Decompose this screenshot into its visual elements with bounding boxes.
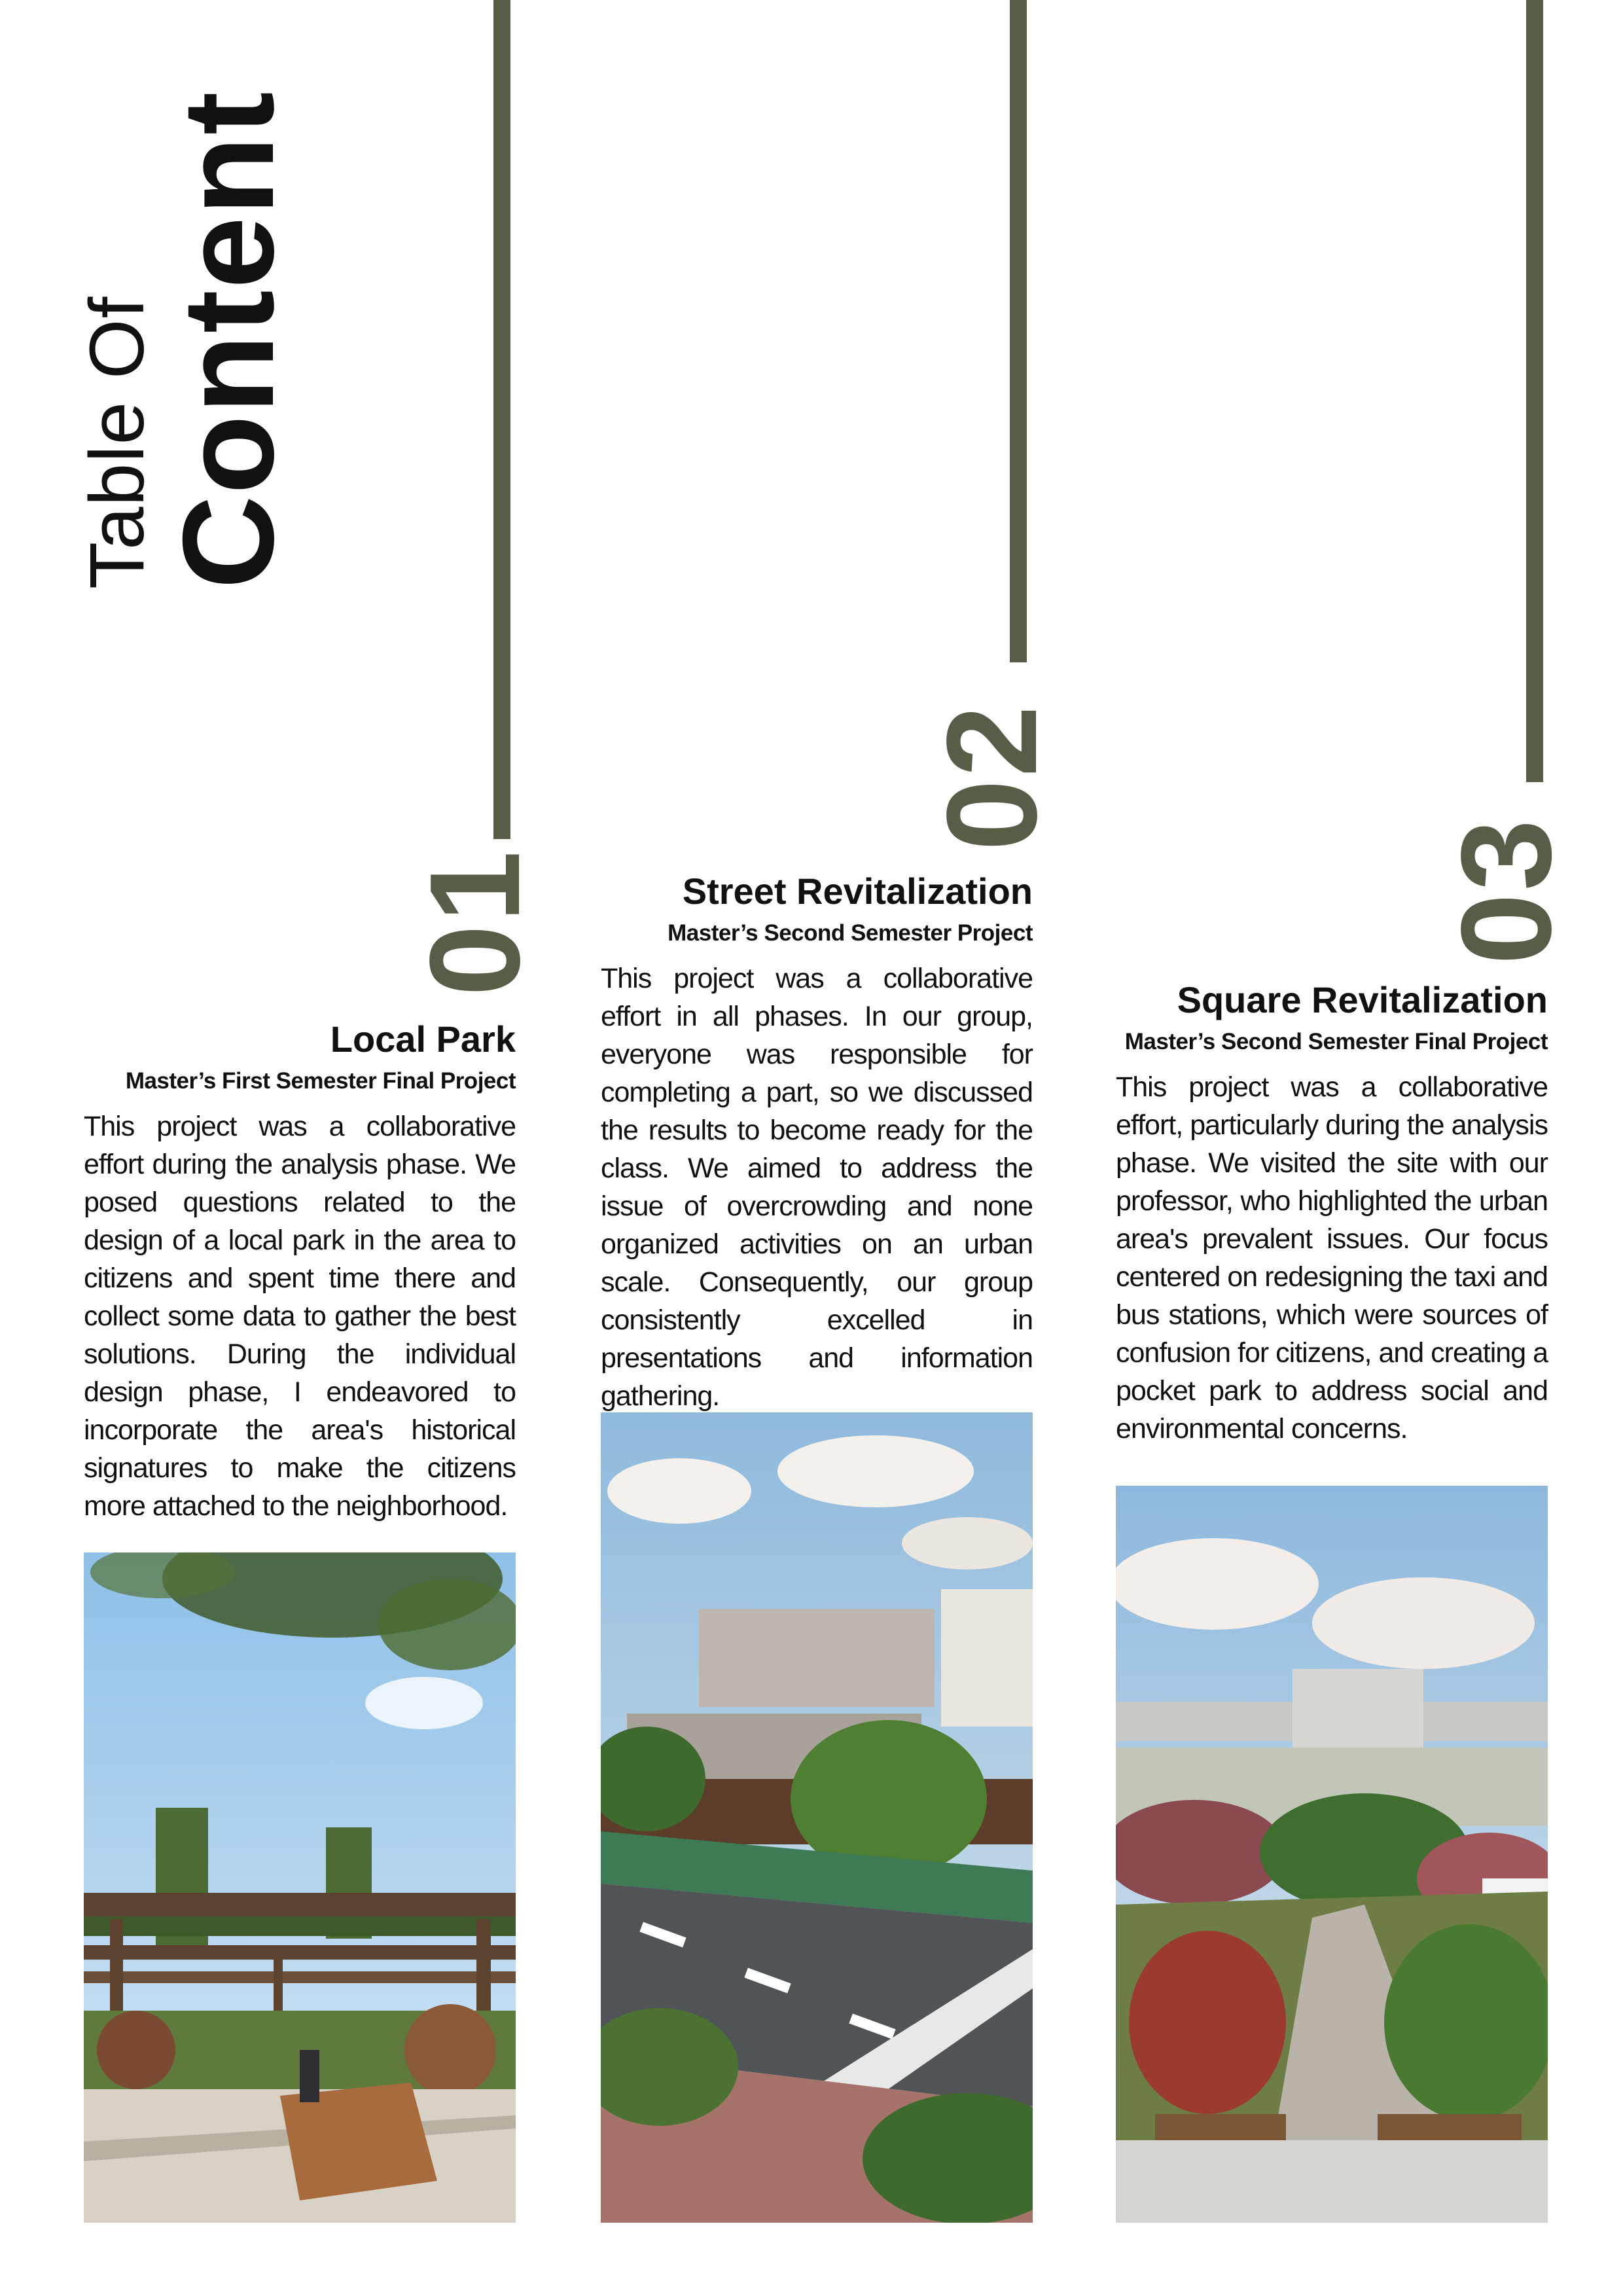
project-square-revitalization — [1116, 979, 1548, 1448]
section-number-02-box — [920, 681, 1063, 851]
accent-bar-02 — [1010, 0, 1027, 662]
project-local-park — [84, 1018, 516, 1525]
project-description: This project was a collaborative effort during the analysis phase. We posed questions related to the design of a local park in the area to citizens and spent time there and collect some data to gather the best solutions. During the individual design phase, I endeavored to incorporate the area's historical signatures to make the citizens more attached to the neighborhood. — [84, 1111, 516, 1522]
square-render-image — [1116, 1486, 1548, 2223]
project-description: This project was a collaborative effort in all phases. In our group, everyone was responsible for completing a part, so we discussed the results to become ready for the class. We aimed to address the issue of overcrowding and none organized activities on an urban scale. Consequently, our group consistently excelled in presentations and information gathering. — [601, 963, 1033, 1412]
project-street-revitalization — [601, 870, 1033, 1415]
project-subtitle: Master’s Second Semester Project — [668, 920, 1033, 946]
project-title: Local Park — [330, 1018, 516, 1060]
project-title: Square Revitalization — [1177, 979, 1548, 1020]
heading-line-2: Content — [156, 90, 300, 589]
park-render-image — [84, 1552, 516, 2223]
project-subtitle: Master’s Second Semester Final Project — [1124, 1029, 1548, 1054]
heading-line-1: Table Of — [74, 296, 160, 589]
accent-bar-01 — [493, 0, 510, 839]
section-number-01-box — [403, 839, 546, 996]
project-title: Street Revitalization — [682, 870, 1033, 912]
accent-bar-03 — [1526, 0, 1543, 782]
page-heading — [65, 39, 301, 589]
section-number-01: 01 — [403, 848, 546, 996]
project-subtitle: Master’s First Semester Final Project — [125, 1068, 516, 1094]
street-render-image — [601, 1412, 1033, 2223]
section-number-03: 03 — [1435, 816, 1578, 965]
project-description: This project was a collaborative effort, particularly during the analysis phase. We visited the site with our professor, who highlighted the urban area's prevalent issues. Our focus centered on redesigning the taxi and bus stations, which were sources of confusion for citizens, and creating a pocket park to address social and environmental concerns. — [1116, 1071, 1548, 1444]
section-number-03-box — [1435, 795, 1578, 965]
section-number-02: 02 — [920, 702, 1063, 851]
